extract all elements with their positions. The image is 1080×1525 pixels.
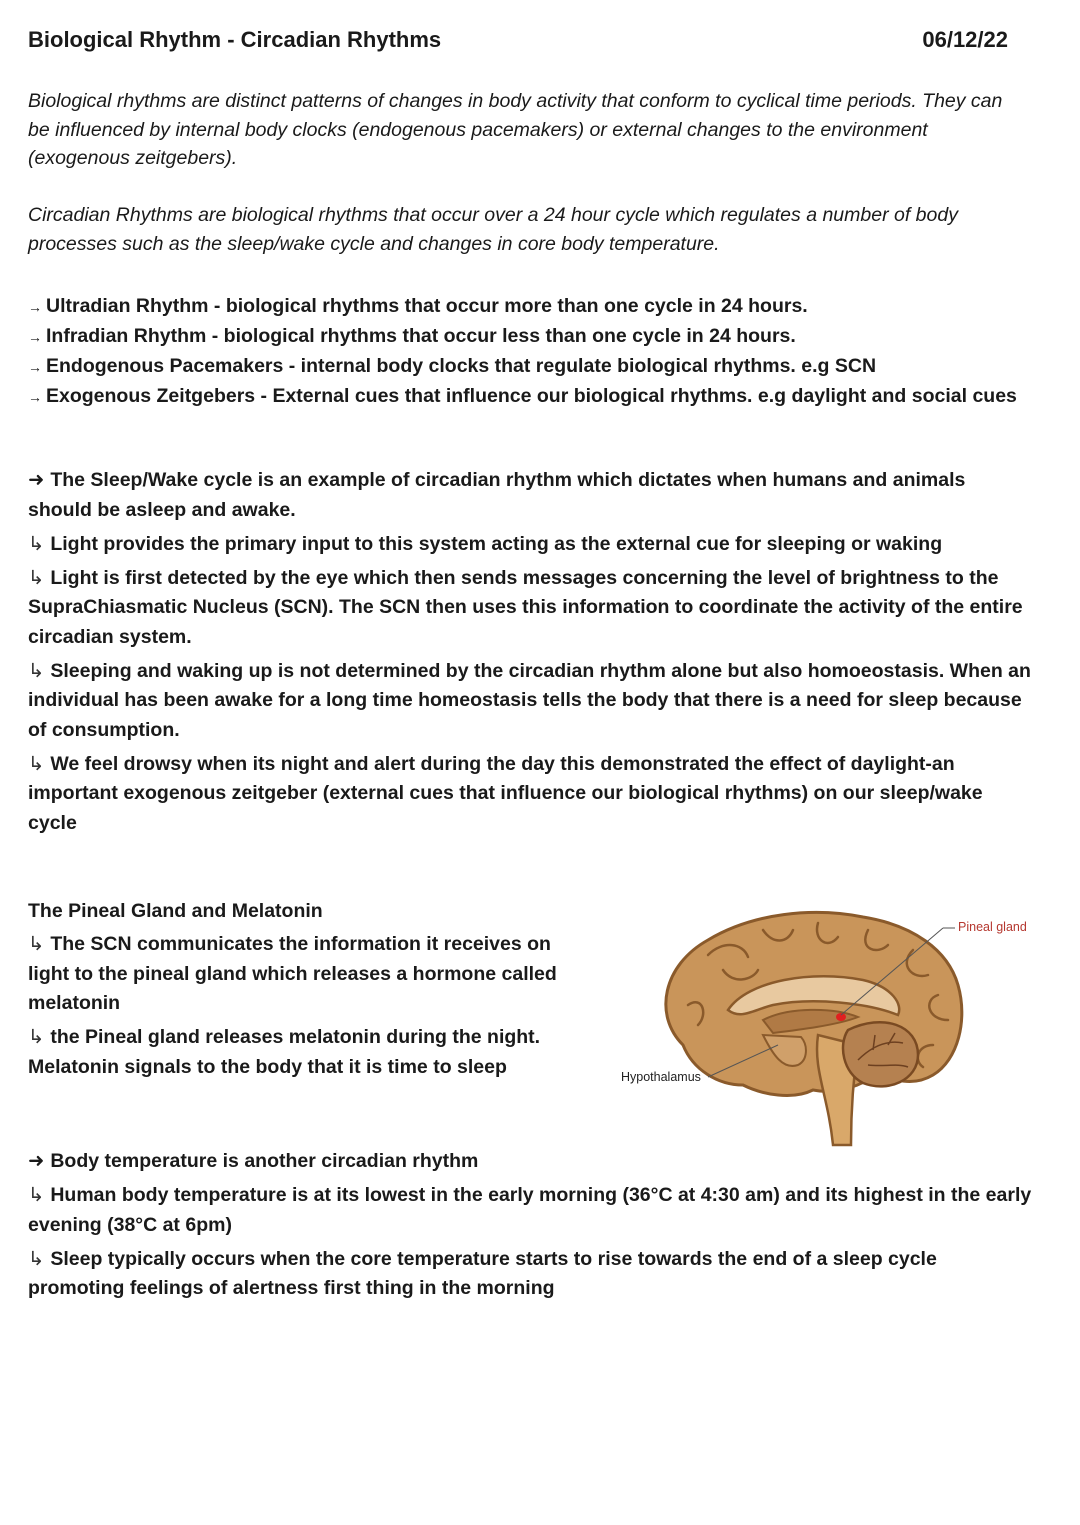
definition-item: [28, 322, 1028, 352]
bullet-text: The SCN communicates the information it receives on light to the pineal gland which releases a hormone called melatonin: [28, 933, 557, 1014]
definition-item: [28, 292, 1028, 322]
bullet-point: [28, 564, 1033, 653]
page-title: Biological Rhythm - Circadian Rhythms: [28, 27, 442, 52]
cerebrum-shape: [666, 912, 962, 1095]
bullet-point: [28, 530, 1033, 560]
sub-arrow-icon: ↳: [28, 1247, 45, 1270]
brain-illustration: [613, 895, 1043, 1155]
bullet-text: Human body temperature is at its lowest in the early morning (36°C at 4:30 am) and its highest in the early evening (38°C at 6pm): [28, 1184, 1032, 1236]
arrow-icon: ➜: [28, 469, 45, 491]
pineal-section: [28, 930, 588, 1087]
page-date: 06/12/22: [922, 27, 1008, 52]
definition-item: [28, 382, 1028, 412]
sub-arrow-icon: ↳: [28, 659, 45, 682]
bullet-point: [28, 930, 588, 1019]
arrow-icon: →: [28, 359, 42, 375]
bullet-point: [28, 750, 1033, 839]
sub-arrow-icon: ↳: [28, 1184, 45, 1206]
bullet-text: We feel drowsy when its night and alert during the day this demonstrated the effect of daylight-an important exogenous zeitgeber (external cues that influence our biological rhythms) on our sleep/wake cycle: [28, 752, 983, 834]
cerebellum: [843, 1022, 918, 1086]
section-heading-text: The Sleep/Wake cycle is an example of circadian rhythm which dictates when humans and animals should be asleep and awake.: [28, 469, 966, 521]
sleep-wake-section: [28, 466, 1033, 843]
pineal-gland-marker: [836, 1013, 846, 1021]
sub-arrow-icon: ↳: [28, 1026, 45, 1048]
bullet-point: [28, 1245, 1033, 1304]
arrow-icon: →: [28, 329, 42, 345]
pineal-gland-label: Pineal gland: [958, 920, 1027, 934]
definition-text: Ultradian Rhythm - biological rhythms that occur more than one cycle in 24 hours.: [46, 295, 808, 317]
sub-arrow-icon: ↳: [28, 752, 45, 775]
bullet-text: Light provides the primary input to this system acting as the external cue for sleeping or waking: [50, 532, 943, 555]
definition-text: Exogenous Zeitgebers - External cues that influence our biological rhythms. e.g daylight and social cues: [46, 385, 1017, 407]
temperature-section: [28, 1147, 1033, 1308]
intro-paragraph-1: Biological rhythms are distinct patterns of changes in body activity that conform to cyclical time periods. They can be influenced by internal body clocks (endogenous pacemakers) or external changes to the environment (exogenous zeitgebers).: [28, 90, 1003, 169]
bullet-text: Sleeping and waking up is not determined by the circadian rhythm alone but also homoeostasis. When an individual has been awake for a long time homeostasis tells the body that there is a need for sleep because of consumption.: [28, 659, 1031, 741]
hypothalamus-label: Hypothalamus: [621, 1070, 701, 1084]
definitions-list: [28, 292, 1028, 412]
temperature-heading: [28, 1147, 1033, 1177]
pineal-section-title: The Pineal Gland and Melatonin: [28, 900, 323, 922]
bullet-text: Sleep typically occurs when the core temperature starts to rise towards the end of a sleep cycle promoting feelings of alertness first thing in the morning: [28, 1247, 937, 1299]
bullet-point: [28, 657, 1033, 746]
sub-arrow-icon: ↳: [28, 532, 45, 555]
bullet-text: Light is first detected by the eye which then sends messages concerning the level of brightness to the SupraChiasmatic Nucleus (SCN). The SCN then uses this information to coordinate the activity of the entire circadian system.: [28, 566, 1023, 648]
sleep-wake-heading: [28, 466, 1033, 525]
sub-arrow-icon: ↳: [28, 566, 45, 589]
brain-diagram: [613, 895, 1043, 1155]
bullet-point: [28, 1023, 588, 1082]
arrow-icon: →: [28, 299, 42, 315]
bullet-text: the Pineal gland releases melatonin during the night. Melatonin signals to the body that it is time to sleep: [28, 1026, 541, 1078]
definition-text: Endogenous Pacemakers - internal body clocks that regulate biological rhythms. e.g SCN: [46, 355, 877, 377]
intro-paragraph-2: Circadian Rhythms are biological rhythms that occur over a 24 hour cycle which regulates a number of body processes such as the sleep/wake cycle and changes in core body temperature.: [28, 204, 958, 255]
section-heading-text: Body temperature is another circadian rhythm: [50, 1150, 479, 1172]
bullet-point: [28, 1181, 1033, 1240]
definition-text: Infradian Rhythm - biological rhythms that occur less than one cycle in 24 hours.: [46, 325, 796, 347]
arrow-icon: ➜: [28, 1150, 45, 1172]
sub-arrow-icon: ↳: [28, 933, 45, 955]
definition-item: [28, 352, 1028, 382]
arrow-icon: →: [28, 389, 42, 405]
